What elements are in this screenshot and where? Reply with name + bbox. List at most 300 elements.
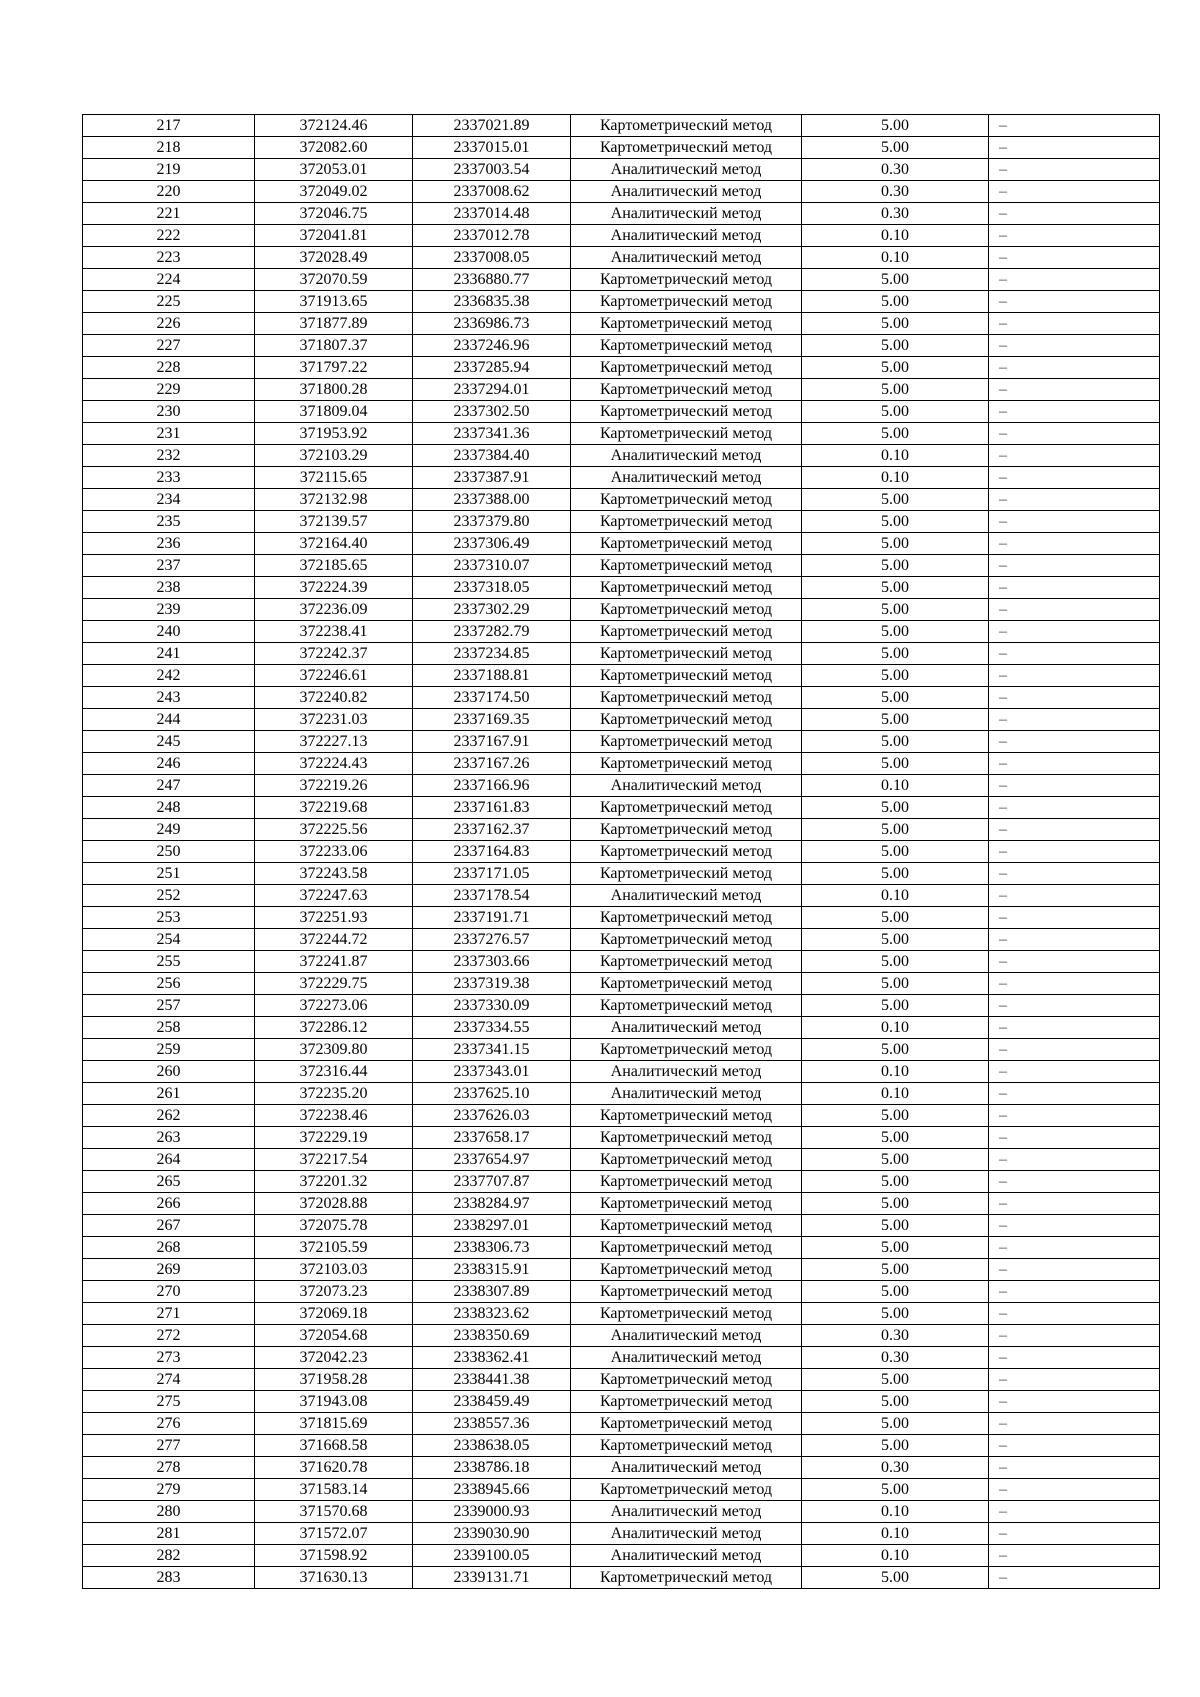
- point-number-cell: 262: [83, 1105, 255, 1127]
- y-coordinate-cell: 2337341.36: [413, 423, 571, 445]
- table-row: [83, 1149, 1160, 1171]
- method-cell: Картометрический метод: [571, 1567, 802, 1589]
- y-coordinate-cell: 2337302.29: [413, 599, 571, 621]
- accuracy-cell: 5.00: [802, 995, 989, 1017]
- point-number-cell: 233: [83, 467, 255, 489]
- point-number-cell: 264: [83, 1149, 255, 1171]
- x-coordinate-cell: 371570.68: [255, 1501, 413, 1523]
- table-row: [83, 929, 1160, 951]
- table-row: [83, 885, 1160, 907]
- table-row: [83, 1567, 1160, 1589]
- accuracy-cell: 5.00: [802, 841, 989, 863]
- method-cell: Картометрический метод: [571, 1281, 802, 1303]
- y-coordinate-cell: 2337171.05: [413, 863, 571, 885]
- note-cell: –: [989, 1281, 1160, 1303]
- point-number-cell: 227: [83, 335, 255, 357]
- table-row: [83, 1281, 1160, 1303]
- table-row: [83, 335, 1160, 357]
- table-row: [83, 797, 1160, 819]
- x-coordinate-cell: 372082.60: [255, 137, 413, 159]
- table-row: [83, 533, 1160, 555]
- coordinates-table: [82, 114, 1160, 1589]
- point-number-cell: 242: [83, 665, 255, 687]
- y-coordinate-cell: 2337318.05: [413, 577, 571, 599]
- table-row: [83, 1039, 1160, 1061]
- table-row: [83, 1171, 1160, 1193]
- x-coordinate-cell: 372229.75: [255, 973, 413, 995]
- point-number-cell: 252: [83, 885, 255, 907]
- note-cell: –: [989, 907, 1160, 929]
- x-coordinate-cell: 371807.37: [255, 335, 413, 357]
- note-cell: –: [989, 819, 1160, 841]
- point-number-cell: 243: [83, 687, 255, 709]
- y-coordinate-cell: 2337387.91: [413, 467, 571, 489]
- accuracy-cell: 5.00: [802, 1127, 989, 1149]
- accuracy-cell: 5.00: [802, 1259, 989, 1281]
- accuracy-cell: 5.00: [802, 1413, 989, 1435]
- y-coordinate-cell: 2339100.05: [413, 1545, 571, 1567]
- method-cell: Картометрический метод: [571, 115, 802, 137]
- method-cell: Аналитический метод: [571, 225, 802, 247]
- method-cell: Картометрический метод: [571, 995, 802, 1017]
- y-coordinate-cell: 2338297.01: [413, 1215, 571, 1237]
- x-coordinate-cell: 372286.12: [255, 1017, 413, 1039]
- point-number-cell: 279: [83, 1479, 255, 1501]
- method-cell: Картометрический метод: [571, 1149, 802, 1171]
- note-cell: –: [989, 1193, 1160, 1215]
- note-cell: –: [989, 467, 1160, 489]
- method-cell: Картометрический метод: [571, 1303, 802, 1325]
- note-cell: –: [989, 665, 1160, 687]
- accuracy-cell: 0.10: [802, 445, 989, 467]
- y-coordinate-cell: 2337015.01: [413, 137, 571, 159]
- point-number-cell: 281: [83, 1523, 255, 1545]
- x-coordinate-cell: 372273.06: [255, 995, 413, 1017]
- table-row: [83, 225, 1160, 247]
- x-coordinate-cell: 372069.18: [255, 1303, 413, 1325]
- accuracy-cell: 0.30: [802, 1325, 989, 1347]
- method-cell: Картометрический метод: [571, 1039, 802, 1061]
- note-cell: –: [989, 775, 1160, 797]
- method-cell: Аналитический метод: [571, 1083, 802, 1105]
- y-coordinate-cell: 2337166.96: [413, 775, 571, 797]
- method-cell: Картометрический метод: [571, 511, 802, 533]
- method-cell: Картометрический метод: [571, 709, 802, 731]
- note-cell: –: [989, 643, 1160, 665]
- accuracy-cell: 5.00: [802, 753, 989, 775]
- accuracy-cell: 5.00: [802, 1149, 989, 1171]
- point-number-cell: 265: [83, 1171, 255, 1193]
- method-cell: Картометрический метод: [571, 423, 802, 445]
- accuracy-cell: 5.00: [802, 1435, 989, 1457]
- x-coordinate-cell: 371572.07: [255, 1523, 413, 1545]
- y-coordinate-cell: 2337246.96: [413, 335, 571, 357]
- x-coordinate-cell: 371630.13: [255, 1567, 413, 1589]
- table-row: [83, 1413, 1160, 1435]
- x-coordinate-cell: 372225.56: [255, 819, 413, 841]
- point-number-cell: 278: [83, 1457, 255, 1479]
- table-row: [83, 1061, 1160, 1083]
- note-cell: –: [989, 1545, 1160, 1567]
- method-cell: Картометрический метод: [571, 137, 802, 159]
- table-row: [83, 1017, 1160, 1039]
- method-cell: Аналитический метод: [571, 159, 802, 181]
- y-coordinate-cell: 2338284.97: [413, 1193, 571, 1215]
- note-cell: –: [989, 599, 1160, 621]
- note-cell: –: [989, 863, 1160, 885]
- method-cell: Аналитический метод: [571, 1325, 802, 1347]
- note-cell: –: [989, 115, 1160, 137]
- point-number-cell: 232: [83, 445, 255, 467]
- x-coordinate-cell: 372240.82: [255, 687, 413, 709]
- method-cell: Картометрический метод: [571, 753, 802, 775]
- accuracy-cell: 5.00: [802, 1237, 989, 1259]
- method-cell: Картометрический метод: [571, 335, 802, 357]
- accuracy-cell: 5.00: [802, 1171, 989, 1193]
- method-cell: Картометрический метод: [571, 1105, 802, 1127]
- point-number-cell: 247: [83, 775, 255, 797]
- table-row: [83, 1237, 1160, 1259]
- point-number-cell: 263: [83, 1127, 255, 1149]
- method-cell: Картометрический метод: [571, 863, 802, 885]
- method-cell: Картометрический метод: [571, 731, 802, 753]
- table-row: [83, 467, 1160, 489]
- point-number-cell: 223: [83, 247, 255, 269]
- method-cell: Картометрический метод: [571, 1413, 802, 1435]
- point-number-cell: 229: [83, 379, 255, 401]
- note-cell: –: [989, 291, 1160, 313]
- method-cell: Картометрический метод: [571, 313, 802, 335]
- y-coordinate-cell: 2338459.49: [413, 1391, 571, 1413]
- method-cell: Аналитический метод: [571, 467, 802, 489]
- accuracy-cell: 5.00: [802, 1369, 989, 1391]
- note-cell: –: [989, 533, 1160, 555]
- table-row: [83, 1215, 1160, 1237]
- y-coordinate-cell: 2337188.81: [413, 665, 571, 687]
- note-cell: –: [989, 137, 1160, 159]
- y-coordinate-cell: 2338323.62: [413, 1303, 571, 1325]
- method-cell: Картометрический метод: [571, 379, 802, 401]
- method-cell: Картометрический метод: [571, 1127, 802, 1149]
- x-coordinate-cell: 372042.23: [255, 1347, 413, 1369]
- note-cell: –: [989, 995, 1160, 1017]
- y-coordinate-cell: 2338786.18: [413, 1457, 571, 1479]
- y-coordinate-cell: 2337330.09: [413, 995, 571, 1017]
- method-cell: Картометрический метод: [571, 621, 802, 643]
- y-coordinate-cell: 2337707.87: [413, 1171, 571, 1193]
- x-coordinate-cell: 372309.80: [255, 1039, 413, 1061]
- x-coordinate-cell: 372242.37: [255, 643, 413, 665]
- note-cell: –: [989, 841, 1160, 863]
- x-coordinate-cell: 372164.40: [255, 533, 413, 555]
- accuracy-cell: 5.00: [802, 907, 989, 929]
- note-cell: –: [989, 203, 1160, 225]
- method-cell: Картометрический метод: [571, 1237, 802, 1259]
- x-coordinate-cell: 372227.13: [255, 731, 413, 753]
- point-number-cell: 240: [83, 621, 255, 643]
- coordinates-table-body: [83, 115, 1160, 1589]
- point-number-cell: 268: [83, 1237, 255, 1259]
- method-cell: Аналитический метод: [571, 247, 802, 269]
- point-number-cell: 253: [83, 907, 255, 929]
- y-coordinate-cell: 2336835.38: [413, 291, 571, 313]
- y-coordinate-cell: 2337302.50: [413, 401, 571, 423]
- table-row: [83, 1369, 1160, 1391]
- note-cell: –: [989, 1391, 1160, 1413]
- note-cell: –: [989, 731, 1160, 753]
- x-coordinate-cell: 372235.20: [255, 1083, 413, 1105]
- accuracy-cell: 5.00: [802, 577, 989, 599]
- accuracy-cell: 0.10: [802, 225, 989, 247]
- note-cell: –: [989, 1017, 1160, 1039]
- table-row: [83, 841, 1160, 863]
- point-number-cell: 254: [83, 929, 255, 951]
- point-number-cell: 220: [83, 181, 255, 203]
- y-coordinate-cell: 2336880.77: [413, 269, 571, 291]
- note-cell: –: [989, 1567, 1160, 1589]
- y-coordinate-cell: 2338638.05: [413, 1435, 571, 1457]
- y-coordinate-cell: 2337162.37: [413, 819, 571, 841]
- point-number-cell: 271: [83, 1303, 255, 1325]
- note-cell: –: [989, 1039, 1160, 1061]
- method-cell: Картометрический метод: [571, 577, 802, 599]
- point-number-cell: 269: [83, 1259, 255, 1281]
- y-coordinate-cell: 2337276.57: [413, 929, 571, 951]
- note-cell: –: [989, 401, 1160, 423]
- method-cell: Картометрический метод: [571, 1193, 802, 1215]
- point-number-cell: 236: [83, 533, 255, 555]
- point-number-cell: 257: [83, 995, 255, 1017]
- method-cell: Аналитический метод: [571, 885, 802, 907]
- x-coordinate-cell: 372244.72: [255, 929, 413, 951]
- method-cell: Картометрический метод: [571, 1391, 802, 1413]
- accuracy-cell: 0.10: [802, 1523, 989, 1545]
- x-coordinate-cell: 372115.65: [255, 467, 413, 489]
- note-cell: –: [989, 1215, 1160, 1237]
- y-coordinate-cell: 2337341.15: [413, 1039, 571, 1061]
- y-coordinate-cell: 2337167.26: [413, 753, 571, 775]
- accuracy-cell: 5.00: [802, 379, 989, 401]
- accuracy-cell: 5.00: [802, 1303, 989, 1325]
- point-number-cell: 249: [83, 819, 255, 841]
- x-coordinate-cell: 372103.03: [255, 1259, 413, 1281]
- note-cell: –: [989, 181, 1160, 203]
- accuracy-cell: 5.00: [802, 951, 989, 973]
- table-row: [83, 555, 1160, 577]
- note-cell: –: [989, 357, 1160, 379]
- accuracy-cell: 5.00: [802, 819, 989, 841]
- table-row: [83, 665, 1160, 687]
- accuracy-cell: 5.00: [802, 665, 989, 687]
- accuracy-cell: 5.00: [802, 1193, 989, 1215]
- note-cell: –: [989, 1171, 1160, 1193]
- y-coordinate-cell: 2337285.94: [413, 357, 571, 379]
- method-cell: Аналитический метод: [571, 775, 802, 797]
- accuracy-cell: 5.00: [802, 269, 989, 291]
- y-coordinate-cell: 2339030.90: [413, 1523, 571, 1545]
- point-number-cell: 258: [83, 1017, 255, 1039]
- accuracy-cell: 5.00: [802, 1215, 989, 1237]
- table-row: [83, 599, 1160, 621]
- point-number-cell: 261: [83, 1083, 255, 1105]
- x-coordinate-cell: 372224.43: [255, 753, 413, 775]
- y-coordinate-cell: 2337021.89: [413, 115, 571, 137]
- table-row: [83, 1457, 1160, 1479]
- method-cell: Картометрический метод: [571, 599, 802, 621]
- x-coordinate-cell: 372247.63: [255, 885, 413, 907]
- accuracy-cell: 0.10: [802, 467, 989, 489]
- accuracy-cell: 5.00: [802, 709, 989, 731]
- point-number-cell: 259: [83, 1039, 255, 1061]
- x-coordinate-cell: 372243.58: [255, 863, 413, 885]
- y-coordinate-cell: 2338945.66: [413, 1479, 571, 1501]
- y-coordinate-cell: 2337167.91: [413, 731, 571, 753]
- point-number-cell: 267: [83, 1215, 255, 1237]
- method-cell: Картометрический метод: [571, 819, 802, 841]
- accuracy-cell: 0.10: [802, 1545, 989, 1567]
- x-coordinate-cell: 372054.68: [255, 1325, 413, 1347]
- y-coordinate-cell: 2338557.36: [413, 1413, 571, 1435]
- y-coordinate-cell: 2337178.54: [413, 885, 571, 907]
- accuracy-cell: 5.00: [802, 115, 989, 137]
- y-coordinate-cell: 2338307.89: [413, 1281, 571, 1303]
- table-row: [83, 269, 1160, 291]
- x-coordinate-cell: 372224.39: [255, 577, 413, 599]
- x-coordinate-cell: 371877.89: [255, 313, 413, 335]
- note-cell: –: [989, 555, 1160, 577]
- point-number-cell: 239: [83, 599, 255, 621]
- x-coordinate-cell: 371958.28: [255, 1369, 413, 1391]
- accuracy-cell: 0.30: [802, 203, 989, 225]
- point-number-cell: 238: [83, 577, 255, 599]
- note-cell: –: [989, 577, 1160, 599]
- method-cell: Аналитический метод: [571, 445, 802, 467]
- point-number-cell: 219: [83, 159, 255, 181]
- note-cell: –: [989, 335, 1160, 357]
- table-row: [83, 1435, 1160, 1457]
- table-row: [83, 1545, 1160, 1567]
- accuracy-cell: 5.00: [802, 401, 989, 423]
- y-coordinate-cell: 2337654.97: [413, 1149, 571, 1171]
- x-coordinate-cell: 372201.32: [255, 1171, 413, 1193]
- y-coordinate-cell: 2337014.48: [413, 203, 571, 225]
- y-coordinate-cell: 2337658.17: [413, 1127, 571, 1149]
- table-row: [83, 1325, 1160, 1347]
- note-cell: –: [989, 709, 1160, 731]
- note-cell: –: [989, 1523, 1160, 1545]
- table-row: [83, 247, 1160, 269]
- table-row: [83, 621, 1160, 643]
- accuracy-cell: 5.00: [802, 313, 989, 335]
- x-coordinate-cell: 371668.58: [255, 1435, 413, 1457]
- point-number-cell: 226: [83, 313, 255, 335]
- y-coordinate-cell: 2337008.05: [413, 247, 571, 269]
- y-coordinate-cell: 2337384.40: [413, 445, 571, 467]
- table-row: [83, 973, 1160, 995]
- accuracy-cell: 0.10: [802, 885, 989, 907]
- accuracy-cell: 0.30: [802, 1347, 989, 1369]
- point-number-cell: 217: [83, 115, 255, 137]
- method-cell: Картометрический метод: [571, 533, 802, 555]
- point-number-cell: 274: [83, 1369, 255, 1391]
- accuracy-cell: 5.00: [802, 929, 989, 951]
- point-number-cell: 221: [83, 203, 255, 225]
- y-coordinate-cell: 2339131.71: [413, 1567, 571, 1589]
- method-cell: Аналитический метод: [571, 181, 802, 203]
- y-coordinate-cell: 2337164.83: [413, 841, 571, 863]
- method-cell: Картометрический метод: [571, 665, 802, 687]
- point-number-cell: 222: [83, 225, 255, 247]
- point-number-cell: 246: [83, 753, 255, 775]
- accuracy-cell: 0.10: [802, 1061, 989, 1083]
- note-cell: –: [989, 797, 1160, 819]
- point-number-cell: 272: [83, 1325, 255, 1347]
- y-coordinate-cell: 2338441.38: [413, 1369, 571, 1391]
- point-number-cell: 283: [83, 1567, 255, 1589]
- accuracy-cell: 5.00: [802, 291, 989, 313]
- y-coordinate-cell: 2338315.91: [413, 1259, 571, 1281]
- point-number-cell: 266: [83, 1193, 255, 1215]
- accuracy-cell: 5.00: [802, 731, 989, 753]
- table-row: [83, 291, 1160, 313]
- table-row: [83, 137, 1160, 159]
- x-coordinate-cell: 371620.78: [255, 1457, 413, 1479]
- x-coordinate-cell: 372041.81: [255, 225, 413, 247]
- table-row: [83, 819, 1160, 841]
- method-cell: Картометрический метод: [571, 401, 802, 423]
- table-row: [83, 709, 1160, 731]
- point-number-cell: 255: [83, 951, 255, 973]
- x-coordinate-cell: 372241.87: [255, 951, 413, 973]
- method-cell: Картометрический метод: [571, 291, 802, 313]
- x-coordinate-cell: 371953.92: [255, 423, 413, 445]
- note-cell: –: [989, 379, 1160, 401]
- table-row: [83, 577, 1160, 599]
- point-number-cell: 250: [83, 841, 255, 863]
- note-cell: –: [989, 1325, 1160, 1347]
- point-number-cell: 248: [83, 797, 255, 819]
- method-cell: Картометрический метод: [571, 489, 802, 511]
- accuracy-cell: 5.00: [802, 555, 989, 577]
- note-cell: –: [989, 423, 1160, 445]
- note-cell: –: [989, 1237, 1160, 1259]
- method-cell: Картометрический метод: [571, 1215, 802, 1237]
- y-coordinate-cell: 2337343.01: [413, 1061, 571, 1083]
- accuracy-cell: 5.00: [802, 621, 989, 643]
- x-coordinate-cell: 372028.49: [255, 247, 413, 269]
- y-coordinate-cell: 2337191.71: [413, 907, 571, 929]
- method-cell: Аналитический метод: [571, 1017, 802, 1039]
- note-cell: –: [989, 247, 1160, 269]
- table-row: [83, 401, 1160, 423]
- y-coordinate-cell: 2338362.41: [413, 1347, 571, 1369]
- point-number-cell: 228: [83, 357, 255, 379]
- accuracy-cell: 0.30: [802, 1457, 989, 1479]
- table-row: [83, 951, 1160, 973]
- note-cell: –: [989, 313, 1160, 335]
- note-cell: –: [989, 1479, 1160, 1501]
- x-coordinate-cell: 372132.98: [255, 489, 413, 511]
- method-cell: Аналитический метод: [571, 1061, 802, 1083]
- accuracy-cell: 5.00: [802, 423, 989, 445]
- method-cell: Картометрический метод: [571, 357, 802, 379]
- point-number-cell: 234: [83, 489, 255, 511]
- point-number-cell: 224: [83, 269, 255, 291]
- y-coordinate-cell: 2337294.01: [413, 379, 571, 401]
- method-cell: Картометрический метод: [571, 687, 802, 709]
- accuracy-cell: 5.00: [802, 863, 989, 885]
- y-coordinate-cell: 2338350.69: [413, 1325, 571, 1347]
